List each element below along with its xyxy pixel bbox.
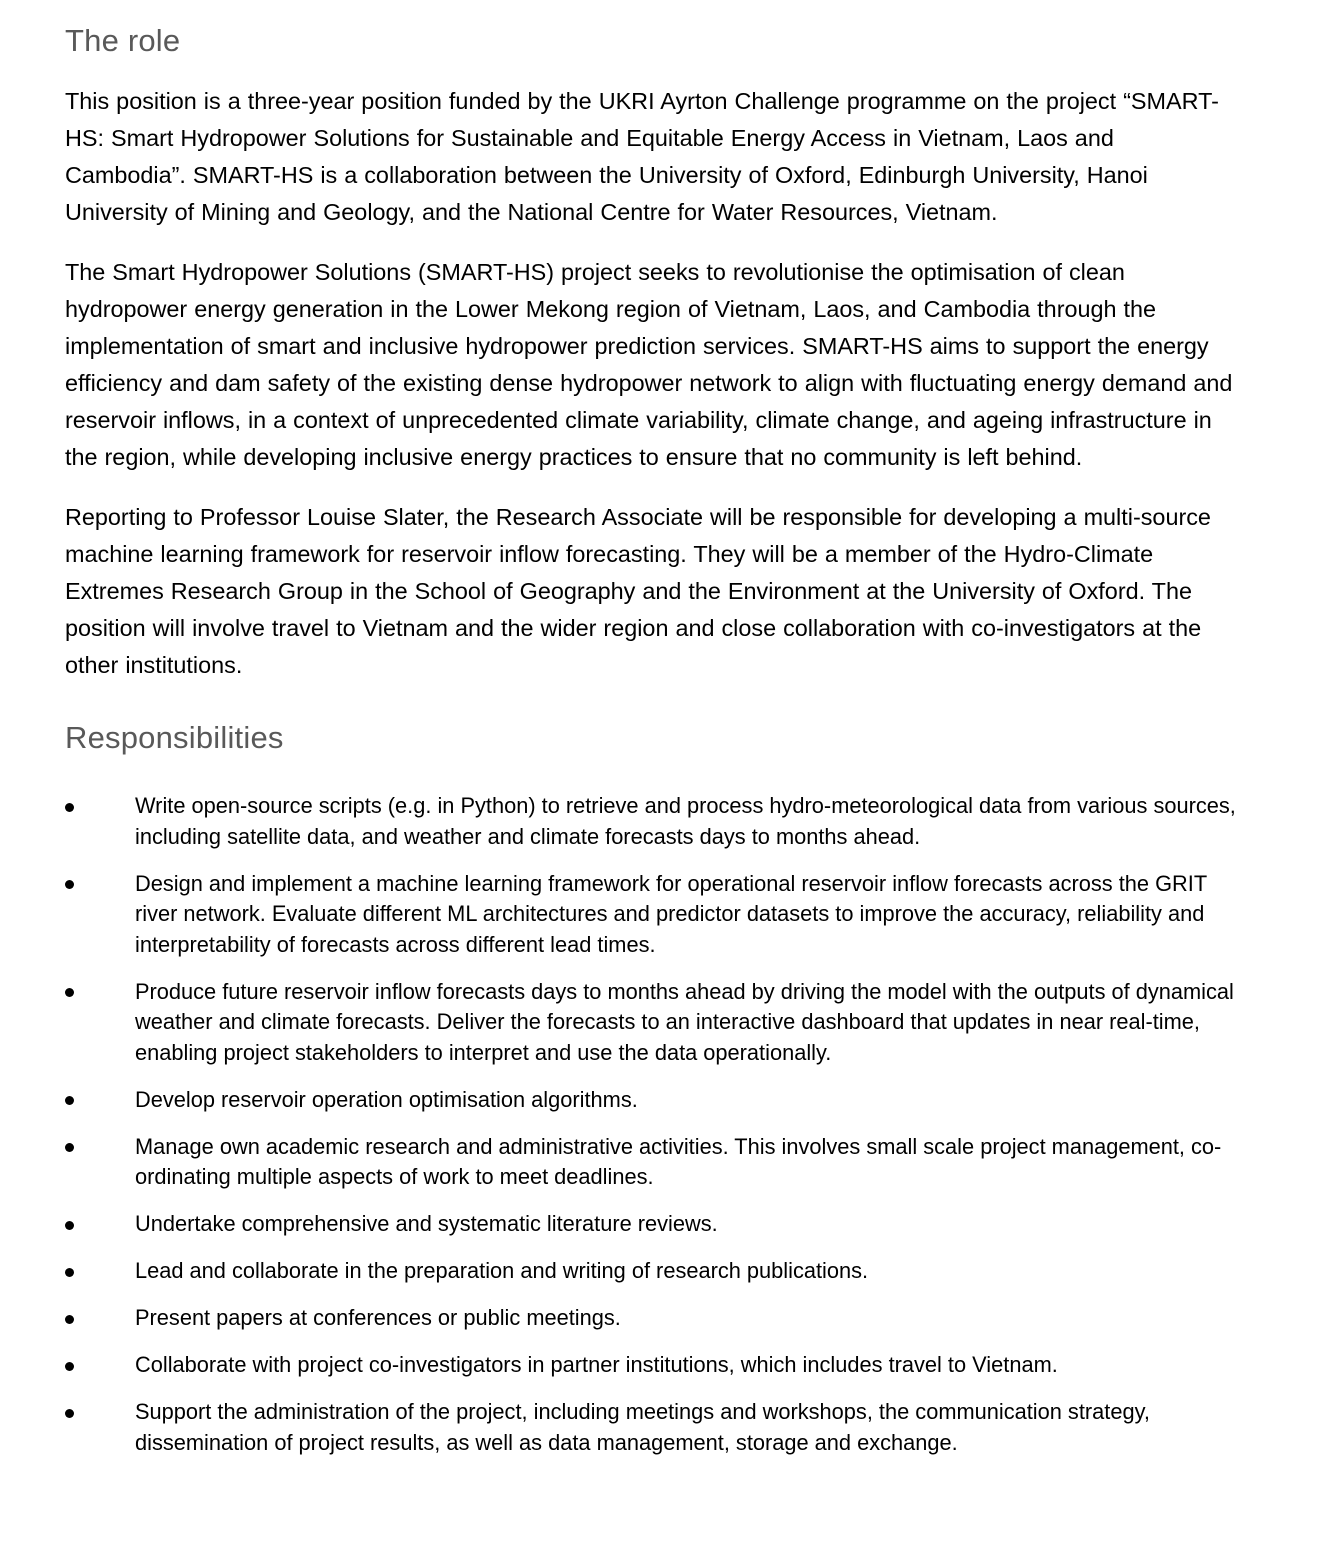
bullet-icon	[65, 1362, 74, 1371]
list-item-text: Produce future reservoir inflow forecasts days to months ahead by driving the model with the outputs of dynamical weather and climate forecasts. Deliver the forecasts to an interactive dashboard that updates in near real-time, enabling project stakeholders to interpret and use the data operationally.	[135, 978, 1234, 1065]
responsibilities-heading: Responsibilities	[65, 720, 284, 755]
role-paragraph-2: The Smart Hydropower Solutions (SMART-HS) project seeks to revolutionise the optimisation of clean hydropower energy generation in the Lower Mekong region of Vietnam, Laos, and Cambodia through the implementation of smart and inclusive hydropower prediction services. SMART-HS aims to support the energy efficiency and dam safety of the existing dense hydropower network to align with fluctuating energy demand and reservoir inflows, in a context of unprecedented climate variability, climate change, and ageing infrastructure in the region, while developing inclusive energy practices to ensure that no community is left behind.	[65, 259, 1233, 470]
role-paragraph-1: This position is a three-year position funded by the UKRI Ayrton Challenge programme on the project “SMART-HS: Smart Hydropower Solutions for Sustainable and Equitable Energy Access in Vietnam, Laos and Cambodia”. SMART-HS is a collaboration between the University of Oxford, Edinburgh University, Hanoi University of Mining and Geology, and the National Centre for Water Resources, Vietnam.	[65, 88, 1219, 225]
list-item-text: Design and implement a machine learning framework for operational reservoir inflow forecasts across the GRIT river network. Evaluate different ML architectures and predictor datasets to improve the accuracy, reliability and interpretability of forecasts across different lead times.	[135, 870, 1207, 957]
list-item-text: Write open-source scripts (e.g. in Python) to retrieve and process hydro-meteorological data from various sources, including satellite data, and weather and climate forecasts days to months ahead.	[135, 793, 1236, 849]
list-item	[65, 1085, 1240, 1116]
list-item-text: Lead and collaborate in the preparation and writing of research publications.	[135, 1258, 869, 1283]
bullet-icon	[65, 880, 74, 889]
bullet-icon	[65, 988, 74, 997]
list-item	[65, 869, 1240, 961]
bullet-icon	[65, 1096, 74, 1105]
list-item	[65, 1209, 1240, 1240]
responsibilities-list	[65, 791, 1240, 1458]
list-item-text: Collaborate with project co-investigators in partner institutions, which includes travel to Vietnam.	[135, 1352, 1058, 1377]
list-item-text: Develop reservoir operation optimisation algorithms.	[135, 1086, 638, 1112]
role-heading: The role	[65, 23, 181, 58]
list-item	[65, 1350, 1240, 1381]
list-item	[65, 1132, 1240, 1193]
list-item-text: Undertake comprehensive and systematic literature reviews.	[135, 1211, 718, 1236]
list-item	[65, 1303, 1240, 1334]
role-paragraph-3: Reporting to Professor Louise Slater, the Research Associate will be responsible for developing a multi-source machine learning framework for reservoir inflow forecasting. They will be a member of the Hydro-Climate Extremes Research Group in the School of Geography and the Environment at the University of Oxford. The position will involve travel to Vietnam and the wider region and close collaboration with co-investigators at the other institutions.	[65, 504, 1211, 678]
list-item	[65, 977, 1240, 1069]
list-item-text: Manage own academic research and administrative activities. This involves small scale project management, co-ordinating multiple aspects of work to meet deadlines.	[135, 1133, 1222, 1189]
list-item	[65, 1397, 1240, 1458]
list-item-text: Present papers at conferences or public meetings.	[135, 1305, 621, 1330]
bullet-icon	[65, 1221, 74, 1230]
list-item	[65, 1256, 1240, 1287]
bullet-icon	[65, 1409, 74, 1418]
bullet-icon	[65, 1315, 74, 1324]
bullet-icon	[65, 1143, 74, 1152]
bullet-icon	[65, 1268, 74, 1277]
document-page	[65, 18, 1240, 1475]
bullet-icon	[65, 803, 74, 812]
list-item	[65, 791, 1240, 852]
list-item-text: Support the administration of the project, including meetings and workshops, the communication strategy, dissemination of project results, as well as data management, storage and exchange.	[135, 1399, 1150, 1455]
